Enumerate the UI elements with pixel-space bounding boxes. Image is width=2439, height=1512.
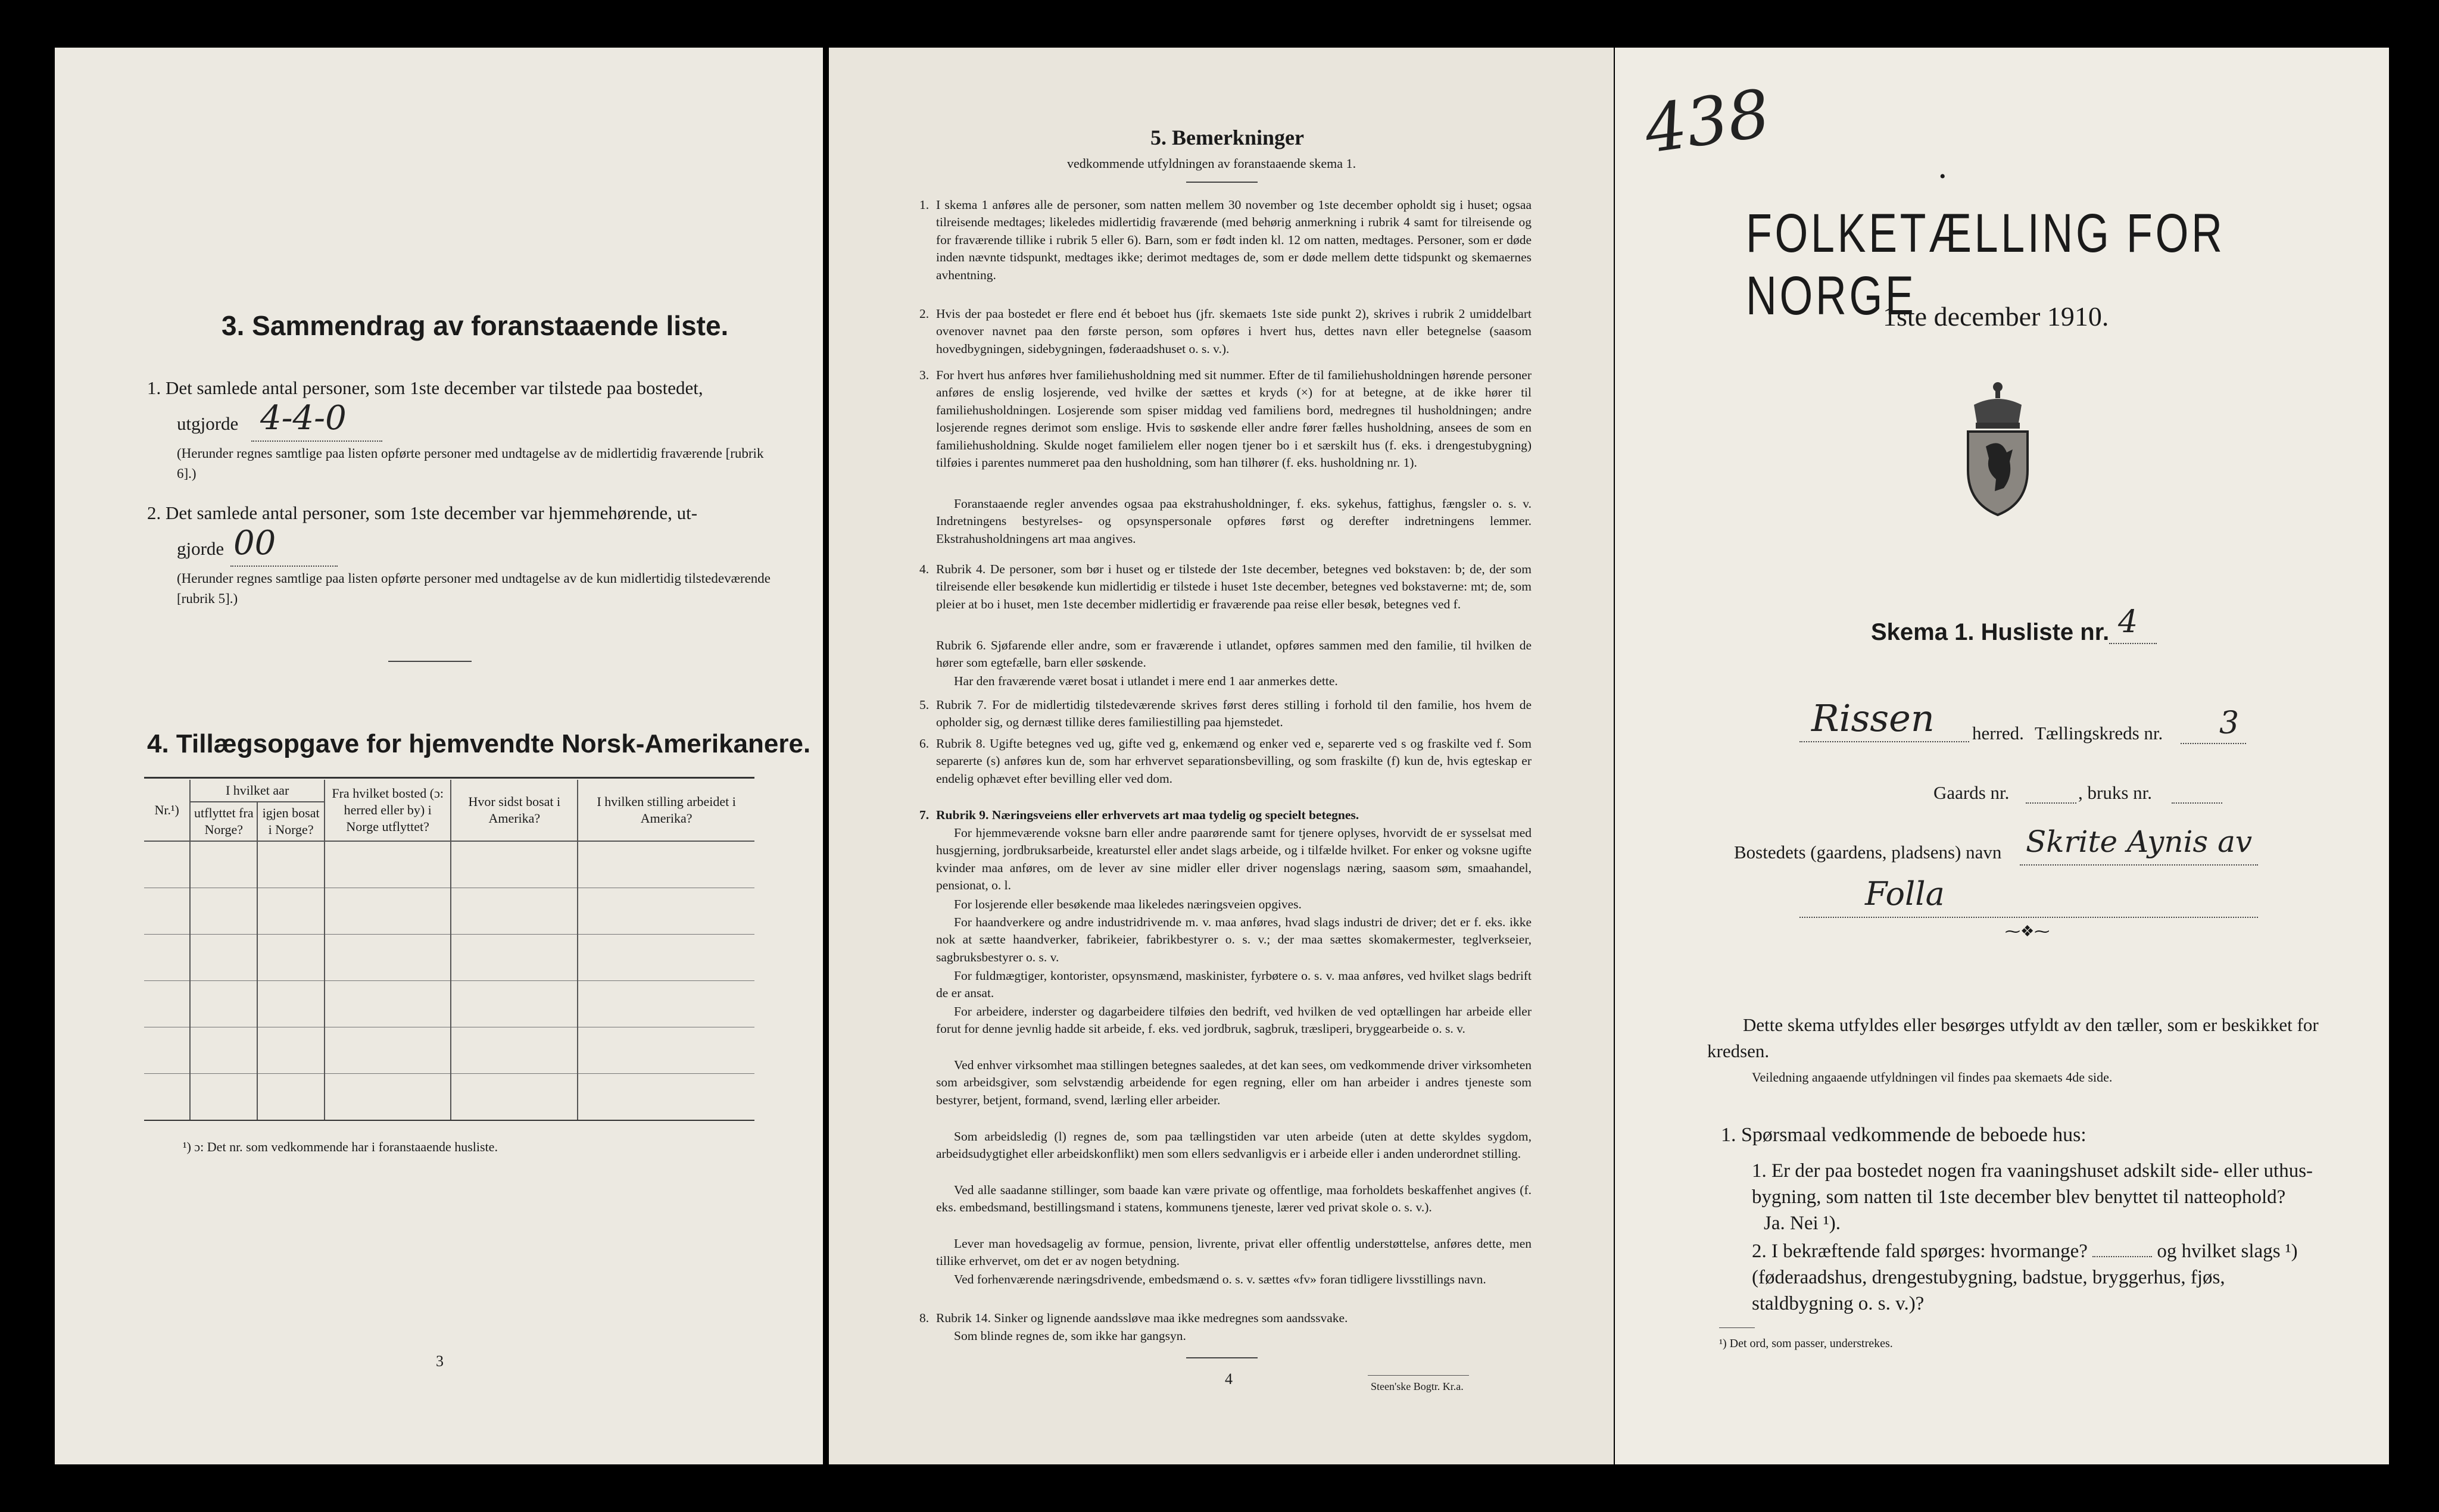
handwritten-number: 438 (1640, 75, 1774, 168)
question-heading: 1. Spørsmaal vedkommende de beboede hus: (1721, 1124, 2086, 1146)
remark-8b: Som blinde regnes de, som ikke har gangsyn. (954, 1329, 1186, 1343)
gaards-label: Gaards nr. (1933, 782, 2010, 803)
table-row (144, 841, 754, 888)
skema-label: Skema 1. Husliste nr. (1871, 619, 2110, 645)
remarks-heading: 5. Bemerkninger (1150, 126, 1304, 149)
remark-7h: Som arbeidsledig (l) regnes de, som paa tællingstiden var uten arbeide (uten at dette skyldes sygdom, arbeidsudygtighet eller arbeidskonflikt) men som ellers sedvanligvis er i arbeide eller i anden underordnet stilling. (936, 1129, 1532, 1161)
table-row (144, 888, 754, 935)
remark-7f: For arbeidere, inderster og dagarbeidere tilføies den bedrift, ved hvilken de ved optællingen har arbeide eller forut for denne jevnlig hadde sit arbeide, f. eks. ved jordbruk, sagbruk, træsliperi, bryggearbeide o. s. v. (936, 1004, 1532, 1036)
bosted-label: Bostedets (gaardens, pladsens) navn (1734, 842, 2002, 863)
remark-4: 4. Rubrik 4. De personer, som bør i huset og er tilstede der 1ste december, betegnes ved bokstaven: b; de, der som tilreisende eller besøkende kun midlertidig er tilstede i huset 1ste december, betegnes ved bokstaverne: mt; de, som pleier at bo i huset, men 1ste december midlertidig er fraværende paa reise eller besøk, betegnes ved f. (919, 562, 1532, 611)
section4-footnote: ¹) ɔ: Det nr. som vedkommende har i foranstaaende husliste. (183, 1139, 498, 1154)
herred-label: herred. (1972, 723, 2024, 743)
remark-7b: For hjemmeværende voksne barn eller andre paarørende samt for tjenere oplyses, hvorvidt de er sysselsat med husgjerning, jordbruksarbeide, kreaturstel eller andet slags arbeide, og i tilfælde hvilket. For enker og voksne ugifte kvinder maa anføres, om de lever av sine midler eller driver nogenslags næring, saasom søm, smaahandel, pensionat, o. l. (936, 826, 1532, 893)
section3-item2: 2. Det samlede antal personer, som 1ste december var hjemmehørende, ut- (147, 502, 698, 523)
page-4-middle (829, 48, 1614, 1464)
remark-7d: For haandverkere og andre industridrivende m. v. maa anføres, hvad slags industri de driver; det er f. eks. ikke nok at sætte haandverker, fabrikeier, fabrikbestyrer o. s. v.; der maa sættes skomakermester, teglverkseier, sagbruksbestyrer o. s. v. (936, 915, 1532, 964)
bruks-label: , bruks nr. (2078, 782, 2152, 803)
remark-7e: For fuldmægtiger, kontorister, opsynsmænd, maskinister, fyrbøtere o. s. v. maa anføres, ved hvilket slags bedrift de er ansat. (936, 969, 1532, 1001)
remark-8: 8. Rubrik 14. Sinker og lignende aandssløve maa ikke medregnes som aandssvake. (919, 1311, 1348, 1325)
coat-of-arms-icon (1959, 381, 2036, 518)
col-utflyttet: utflyttet fra Norge? (190, 802, 257, 841)
page-number: 3 (436, 1352, 444, 1370)
table-row (144, 1074, 754, 1121)
remark-7j: Lever man hovedsagelig av formue, pension, livrente, privat eller offentlig understøttelse, anføres dette, men tillike erhvervet, om det er av nogen betydning. (936, 1236, 1532, 1269)
census-date: 1ste december 1910. (1883, 301, 2109, 332)
section3-item1-note: (Herunder regnes samtlige paa listen opførte personer med undtagelse av de midlertidig fraværende [rubrik 6].) (177, 446, 764, 481)
page-3-left (55, 48, 823, 1464)
section3-item2-prefix: gjorde (177, 538, 224, 559)
section3-item1: 1. Det samlede antal personer, som 1ste december var tilstede paa bostedet, (147, 377, 703, 398)
remark-7i: Ved alle saadanne stillinger, som baade kan være private og offentlige, maa forholdets beskaffenhet angives (f. eks. embedsmand, bestillingsmand i statens, kommunens tjeneste, lærer ved privat skole o. s. v.). (936, 1183, 1532, 1215)
section4-heading: 4. Tillægsopgave for hjemvendte Norsk-Amerikanere. (147, 729, 811, 758)
section3-item2-value: 00 (233, 524, 276, 563)
page-1-right (1615, 48, 2389, 1464)
printer-mark: Steen'ske Bogtr. Kr.a. (1371, 1380, 1464, 1392)
table-row (144, 1027, 754, 1074)
table-row (144, 981, 754, 1027)
remark-4b: Rubrik 6. Sjøfarende eller andre, som er fraværende i utlandet, opføres sammen med den familie, til hvilken de hører som egtefælle, barn eller søskende. (936, 638, 1532, 670)
herred-value: Rissen (1811, 696, 1935, 740)
remark-7g: Ved enhver virksomhet maa stillingen betegnes saaledes, at det kan sees, om vedkommende driver virksomheten som arbeidsgiver, som selvstændig arbeidende for egen regning, eller om han arbeider i andres tjeneste som bestyrer, betjent, formand, svend, lærling eller arbeider. (936, 1058, 1532, 1107)
remark-7: 7. Rubrik 9. Næringsveiens eller erhvervets art maa tydelig og specielt betegnes. (919, 808, 1359, 822)
table-row (144, 935, 754, 981)
section3-item1-prefix: utgjorde (177, 413, 239, 434)
remark-2: 2. Hvis der paa bostedet er flere end ét beboet hus (jfr. skemaets 1ste side punkt 2), skrives i rubrik 2 umiddelbart ovenover navnet paa den første person, som opføres i hvert hus, dettes navn eller betegnelse (saasom hovedbygningen, sidebygningen, føderaadshuset o. s. v.). (919, 307, 1532, 356)
dot-ornament: • (1939, 167, 1946, 186)
krets-value: 3 (2219, 705, 2240, 741)
remark-7k: Ved forhenværende næringsdrivende, embedsmænd o. s. v. sættes «fv» foran tidligere livsstillings navn. (954, 1272, 1486, 1286)
ornament-divider: ⁓❖⁓ (2005, 923, 2050, 940)
husliste-value: 4 (2118, 604, 2138, 640)
bosted-value-2: Folla (1865, 875, 1945, 913)
question-1-answer: Ja. Nei ¹). (1764, 1213, 1841, 1234)
remark-1: 1. I skema 1 anføres alle de personer, som natten mellem 30 november og 1ste december opholdt sig i huset; ogsaa tilreisende medtages; likeledes midlertidig fraværende (med behørig anmerkning i rubrik 4 samt for tilreisende og for fraværende tillike i rubrik 5 eller 6). Barn, som er født inden kl. 12 om natten, medtages. Personer, som er døde inden nævnte tidspunkt, medtages ikke; derimot medtages de, som er døde mellem dette tidspunkt og skemaernes avhentning. (919, 198, 1532, 282)
tillegg-table (144, 780, 754, 1121)
footnote: ¹) Det ord, som passer, understrekes. (1719, 1337, 1893, 1350)
question-1: 1. Er der paa bostedet nogen fra vaaningshuset adskilt side- eller uthus-bygning, som natten til 1ste december blev benyttet til natteophold? Ja. Nei ¹). (1752, 1160, 2313, 1234)
col-igjen: igjen bosat i Norge? (257, 802, 325, 841)
col-group-year: I hvilket aar (190, 780, 325, 802)
col-stilling: I hvilken stilling arbeidet i Amerika? (578, 780, 754, 841)
remark-6: 6. Rubrik 8. Ugifte betegnes ved ug, gifte ved g, enkemænd og enker ved e, separerte ved s og fraskilte ved f. Som separerte (s) anføres kun de, som har erhvervet separationsbevilling, og som fraskilte (f) kun de, hvis egteskap er endelig ophævet efter bevilling eller ved dom. (919, 736, 1532, 786)
col-fra: Fra hvilket bosted (ɔ: herred eller by) i Norge utflyttet? (325, 780, 451, 841)
bosted-value-1: Skrite Aynis av (2026, 824, 2253, 859)
remark-3b: Foranstaaende regler anvendes ogsaa paa ekstrahusholdninger, f. eks. sykehus, fattighus, fængsler o. s. v. Indretningens bestyrelses- og opsynspersonale opføres først og derefter indretningens lemmer. Ekstrahusholdningens art maa angives. (936, 496, 1532, 546)
main-title: FOLKETÆLLING FOR NORGE (1746, 203, 2225, 326)
section3-item1-value: 4-4-0 (260, 399, 347, 438)
page-number: 4 (1225, 1370, 1233, 1388)
instruction-small: Veiledning angaaende utfyldningen vil findes paa skemaets 4de side. (1752, 1070, 2113, 1085)
remark-4c: Har den fraværende været bosat i utlandet i mere end 1 aar anmerkes dette. (954, 674, 1338, 688)
remark-7c: For losjerende eller besøkende maa likeledes næringsveien opgives. (954, 897, 1302, 911)
remarks-subheading: vedkommende utfyldningen av foranstaaende skema 1. (1067, 156, 1356, 171)
section3-heading: 3. Sammendrag av foranstaaende liste. (222, 310, 729, 341)
col-hvor: Hvor sidst bosat i Amerika? (451, 780, 578, 841)
question-2: 2. I bekræftende fald spørges: hvormange? og hvilket slags ¹) (føderaadshus, drengestubygning, badstue, bryggerhus, fjøs, staldbygning o. s. v.)? (1752, 1241, 2298, 1314)
instruction: Dette skema utfyldes eller besørges utfyldt av den tæller, som er beskikket for kredsen. (1707, 1014, 2319, 1061)
remark-3: 3. For hvert hus anføres hver familiehusholdning med sit nummer. Efter de til familiehusholdningen hørende personer anføres de enslig losjerende, ved hvilke der sættes et kryds (×) for at betegne, at de ikke hører til familiehusholdningen. Losjerende som spiser middag ved familiens bord, medregnes til husholdningen; andre losjerende regnes derimot som enslige. Hvis to søskende eller andre fører fælles husholdning, ansees de som en familiehusholdning. Skulde noget familielem eller nogen tjener bo i et særskilt hus (f. eks. i drengestubygning) tilføies i parentes nummeret paa den husholdning, som han tilhører (f. eks. husholdning nr. 1). (919, 368, 1532, 470)
remark-5: 5. Rubrik 7. For de midlertidig tilstedeværende skrives først deres stilling i forhold til den familie, hos hvem de opholder sig, og dernæst tillike deres familiestilling paa hjemstedet. (919, 698, 1532, 730)
section3-item2-note: (Herunder regnes samtlige paa listen opførte personer med undtagelse av de kun midlertidig tilstedeværende [rubrik 5].) (177, 571, 771, 606)
col-nr: Nr.¹) (144, 780, 190, 841)
krets-label: Tællingskreds nr. (2035, 723, 2163, 743)
